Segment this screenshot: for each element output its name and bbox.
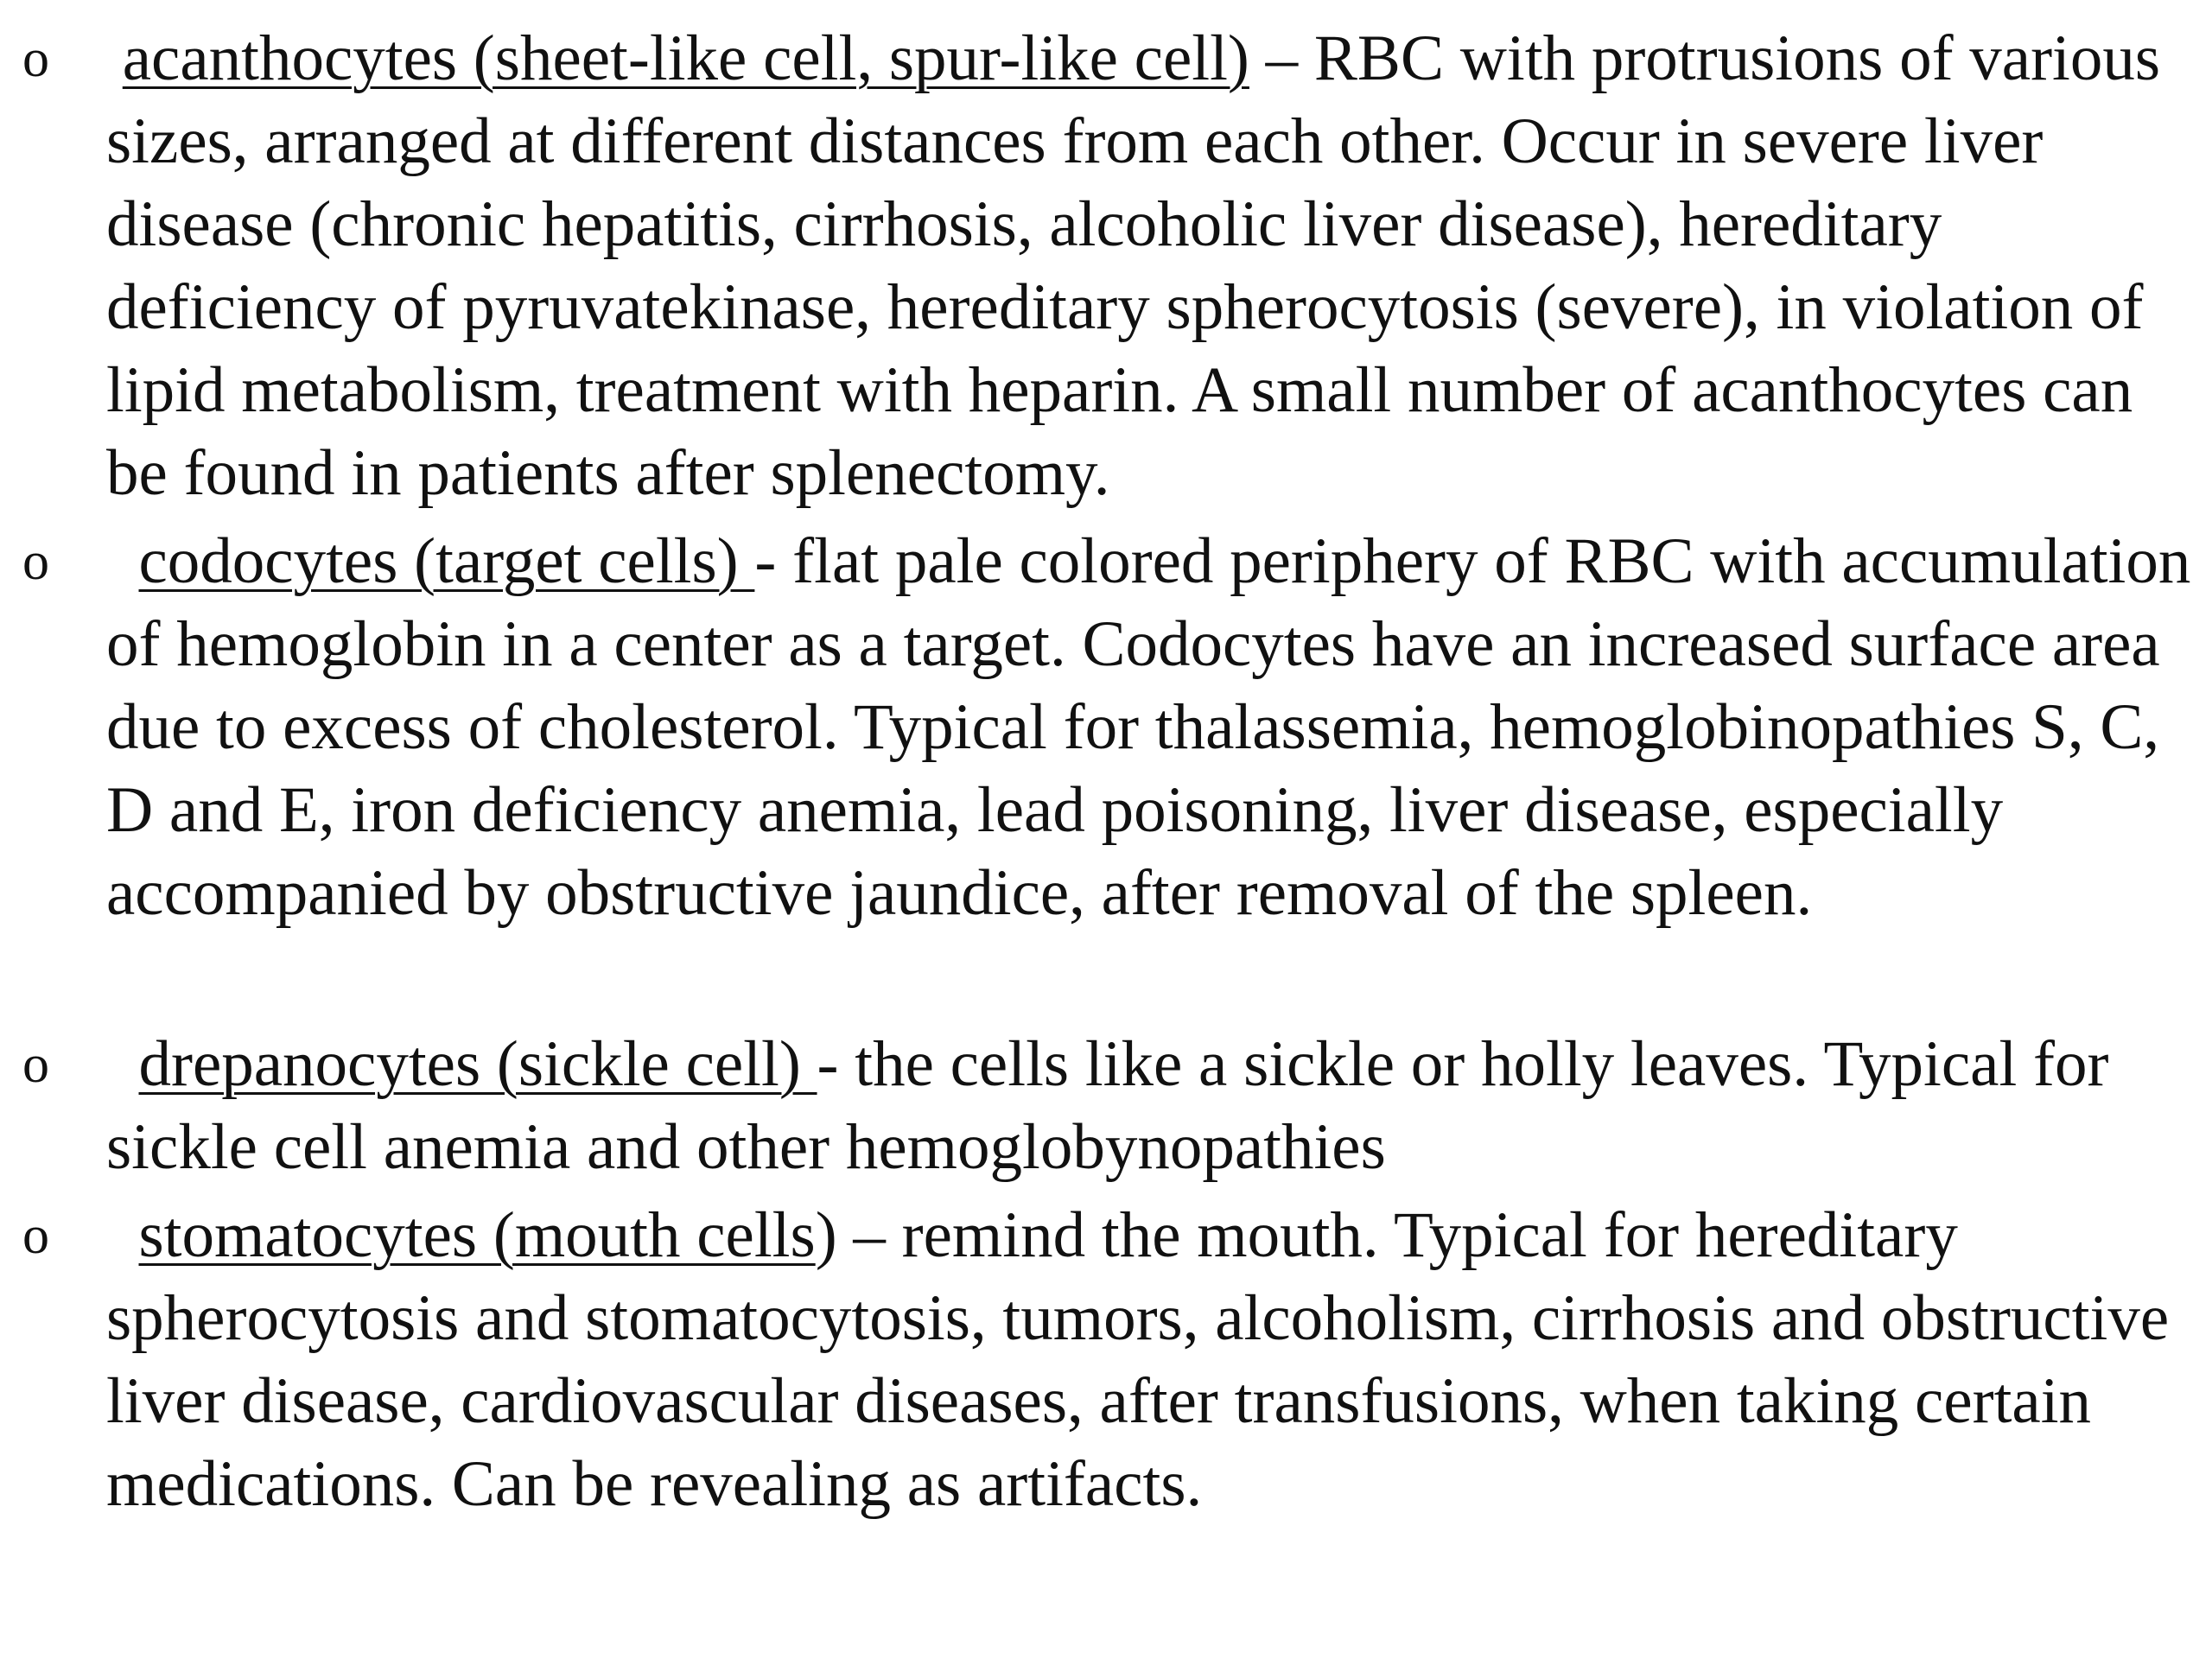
- list-item-drepanocytes: [22, 1023, 2197, 1189]
- description-drepanocytes: - the cells like a sickle or holly leaves. Typical for sickle cell anemia and other hemoglobynopathies: [106, 1028, 2109, 1183]
- bullet-icon: o: [22, 1035, 49, 1094]
- list-item-stomatocytes: [22, 1194, 2197, 1526]
- term-drepanocytes: drepanocytes (sickle cell): [138, 1028, 817, 1100]
- description-codocytes: - flat pale colored periphery of RBC with accumulation of hemoglobin in a center as a target. Codocytes have an increased surface area due to excess of cholesterol. Typical for thalassemia, hemoglobinopathies S, C, D and E, iron deficiency anemia, lead poisoning, liver disease, especially accompanied by obstructive jaundice, after removal of the spleen.: [106, 525, 2191, 929]
- list-item-codocytes: [22, 520, 2197, 935]
- term-stomatocytes: stomatocytes (mouth cells: [138, 1199, 816, 1271]
- item-lead-space: [106, 1199, 139, 1271]
- item-lead-space: [106, 22, 123, 94]
- term-codocytes: codocytes (target cells): [138, 525, 755, 597]
- list-item-acanthocytes: [22, 17, 2197, 515]
- item-lead-space: [106, 1028, 139, 1100]
- bullet-icon: o: [22, 532, 49, 591]
- description-stomatocytes: ) – remind the mouth. Typical for hereditary spherocytosis and stomatocytosis, tumors, alcoholism, cirrhosis and obstructive liver disease, cardiovascular diseases, after transfusions, when taking certain medications. Can be revealing as artifacts.: [106, 1199, 2170, 1520]
- bullet-icon: o: [22, 29, 49, 88]
- item-lead-space: [106, 525, 139, 597]
- bullet-icon: o: [22, 1206, 49, 1265]
- term-acanthocytes: acanthocytes (sheet-like cell, spur-like cell): [122, 22, 1249, 94]
- description-acanthocytes: – RBC with protrusions of various sizes, arranged at different distances from each other. Occur in severe liver disease (chronic hepatitis, cirrhosis, alcoholic liver disease), hereditary deficiency of pyruvatekinase, hereditary spherocytosis (severe), in violation of lipid metabolism, treatment with heparin. A small number of acanthocytes can be found in patients after splenectomy.: [106, 22, 2161, 509]
